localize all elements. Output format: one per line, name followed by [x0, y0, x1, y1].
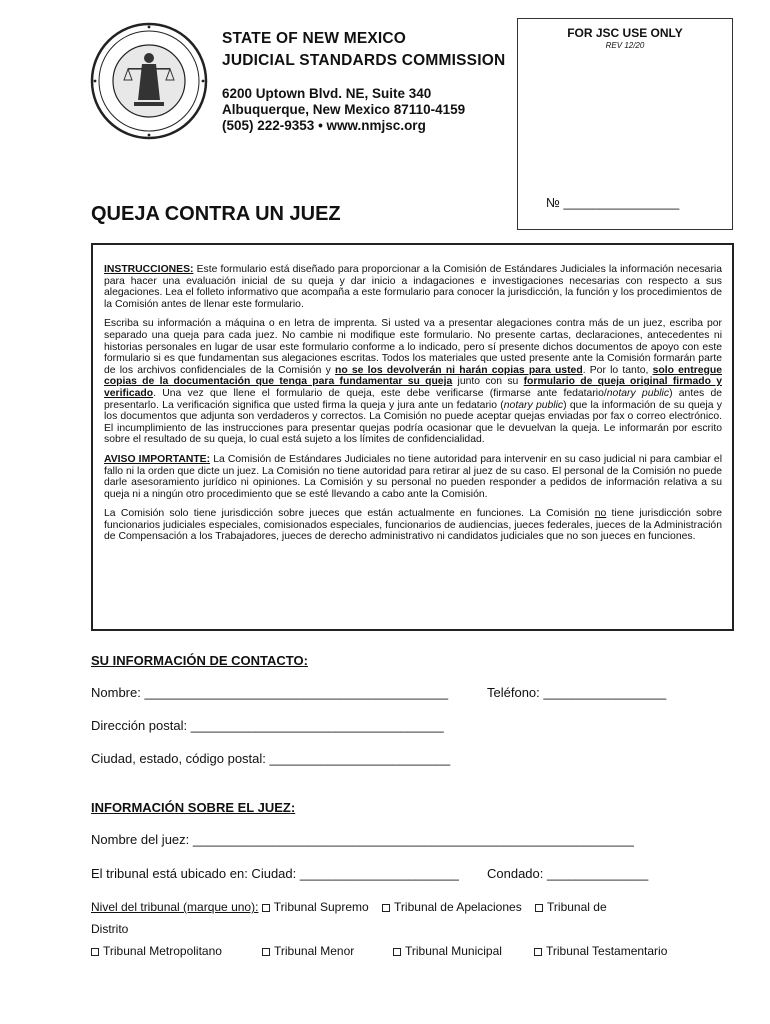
instructions-label: INSTRUCCIONES: — [104, 264, 194, 275]
option-supreme[interactable]: Tribunal Supremo — [262, 900, 369, 914]
checkbox-icon[interactable] — [382, 904, 390, 912]
option-metro[interactable]: Tribunal Metropolitano — [91, 944, 222, 958]
court-level-row — [91, 900, 607, 914]
checkbox-icon[interactable] — [535, 904, 543, 912]
jsc-use-only-box — [517, 18, 733, 230]
case-number-field[interactable]: № ________________ — [546, 195, 680, 210]
mailing-address-field[interactable]: Dirección postal: ___________________________________ — [91, 718, 444, 733]
court-city-field[interactable]: El tribunal está ubicado en: Ciudad: ______________________ — [91, 866, 459, 881]
option-district[interactable]: Tribunal de — [535, 900, 607, 914]
commission-seal — [90, 22, 208, 140]
name-field[interactable]: Nombre: __________________________________________ — [91, 685, 449, 700]
judge-section-heading: INFORMACIÓN SOBRE EL JUEZ: — [91, 800, 296, 815]
option-district-continued: Distrito — [91, 922, 129, 936]
state-name: STATE OF NEW MEXICO — [222, 30, 407, 47]
court-level-label: Nivel del tribunal (marque uno): — [91, 900, 259, 914]
contact-section-heading: SU INFORMACIÓN DE CONTACTO: — [91, 653, 308, 668]
important-notice-label: AVISO IMPORTANTE: — [104, 453, 211, 465]
jsc-box-title: FOR JSC USE ONLY — [567, 26, 683, 40]
checkbox-icon[interactable] — [393, 948, 401, 956]
instructions-paragraph: INSTRUCCIONES: Este formulario está diseñado para proporcionar a la Comisión de Estándares Judiciales la información necesaria para hacer una evaluación inicial de su queja y dar inicio a indagaciones e investigaciones necesarias con respecto a sus alegaciones. Lea el folleto informativo que acompaña a este formulario para conocer la jurisdicción, la función y los procedimientos de la Comisión antes de llenar este formulario. — [104, 264, 722, 310]
address-line-2: Albuquerque, New Mexico 87110-4159 — [222, 102, 466, 117]
county-field[interactable]: Condado: ______________ — [487, 866, 649, 881]
instructions-box — [91, 243, 734, 631]
option-municipal[interactable]: Tribunal Municipal — [393, 944, 502, 958]
option-probate[interactable]: Tribunal Testamentario — [534, 944, 667, 958]
contact-line: (505) 222-9353 • www.nmjsc.org — [222, 118, 426, 133]
address-line-1: 6200 Uptown Blvd. NE, Suite 340 — [222, 86, 432, 101]
checkbox-icon[interactable] — [534, 948, 542, 956]
commission-name: JUDICIAL STANDARDS COMMISSION — [222, 52, 506, 69]
checkbox-icon[interactable] — [91, 948, 99, 956]
header-name-block — [222, 28, 505, 72]
city-state-zip-field[interactable]: Ciudad, estado, código postal: _________________________ — [91, 751, 451, 766]
important-notice-paragraph: AVISO IMPORTANTE: La Comisión de Estándares Judiciales no tiene autoridad para intervenir en su caso judicial ni para cambiar el fallo ni la orden que dicte un juez. La Comisión no tiene autoridad para retirar al juez de su caso. El personal de la Comisión no puede darle asesoramiento jurídico ni opiniones. La Comisión y su personal no pueden responder a pedidos de información relativa a su queja ni a ningún otro procedimiento que se esté llevando a cabo ante la Comisión. — [104, 453, 723, 500]
option-appeals[interactable]: Tribunal de Apelaciones — [382, 900, 522, 914]
form-title: QUEJA CONTRA UN JUEZ — [91, 203, 341, 225]
header-address-block — [222, 86, 465, 134]
option-magistrate[interactable]: Tribunal Menor — [262, 944, 354, 958]
revision-label: REV 12/20 — [605, 41, 645, 50]
phone-field[interactable]: Teléfono: _________________ — [487, 685, 667, 700]
checkbox-icon[interactable] — [262, 904, 270, 912]
jurisdiction-paragraph: La Comisión solo tiene jurisdicción sobre jueces que están actualmente en funciones. La Comisión no tiene jurisdicción sobre funcionarios judiciales especiales, comisionados especiales, funcionarios de audiencias, jueces federales, jueces de la Administración de Compensación a los Trabajadores, jueces de derecho administrativo ni candidatos judiciales que no son jueces en funciones. — [104, 508, 722, 543]
checkbox-icon[interactable] — [262, 948, 270, 956]
filing-paragraph: Escriba su información a máquina o en letra de imprenta. Si usted va a presentar alegaciones contra más de un juez, escriba por separado una queja para cada juez. No cambie ni modifique este formulario. No presente cartas, declaraciones, antecedentes ni historias personales en lugar de usar este formulario conforme a lo indicado, pero sí presente dichos documentos de apoyo con este formulario si es que fundamentan sus alegaciones escritas. Todos los materiales que usted presente ante la Comisión formarán parte de los archivos confidenciales de la Comisión y no se los devolverán ni harán copias para usted. Por lo tanto, solo entregue copias de la documentación que tenga para fundamentar su queja junto con su formulario de queja original firmado y verificado. Una vez que llene el formulario de queja, este debe verificarse (firmarse ante fedatario/notary public) antes de presentarlo. La verificación significa que usted firma la queja y jura ante un fedatario (notary public) que la información de su queja y los documentos que adjunta son verdaderos y correctos. La Comisión no puede aceptar quejas enviadas por fax o correo electrónico. El incumplimiento de las instrucciones para presentar quejas podría ocasionar que le devuelvan la queja. Le informarán por escrito sobre el resultado de su queja, lo cual está sujeto a los límites de confidencialidad. — [104, 318, 723, 446]
judge-name-field[interactable]: Nombre del juez: _____________________________________________________________ — [91, 832, 634, 847]
